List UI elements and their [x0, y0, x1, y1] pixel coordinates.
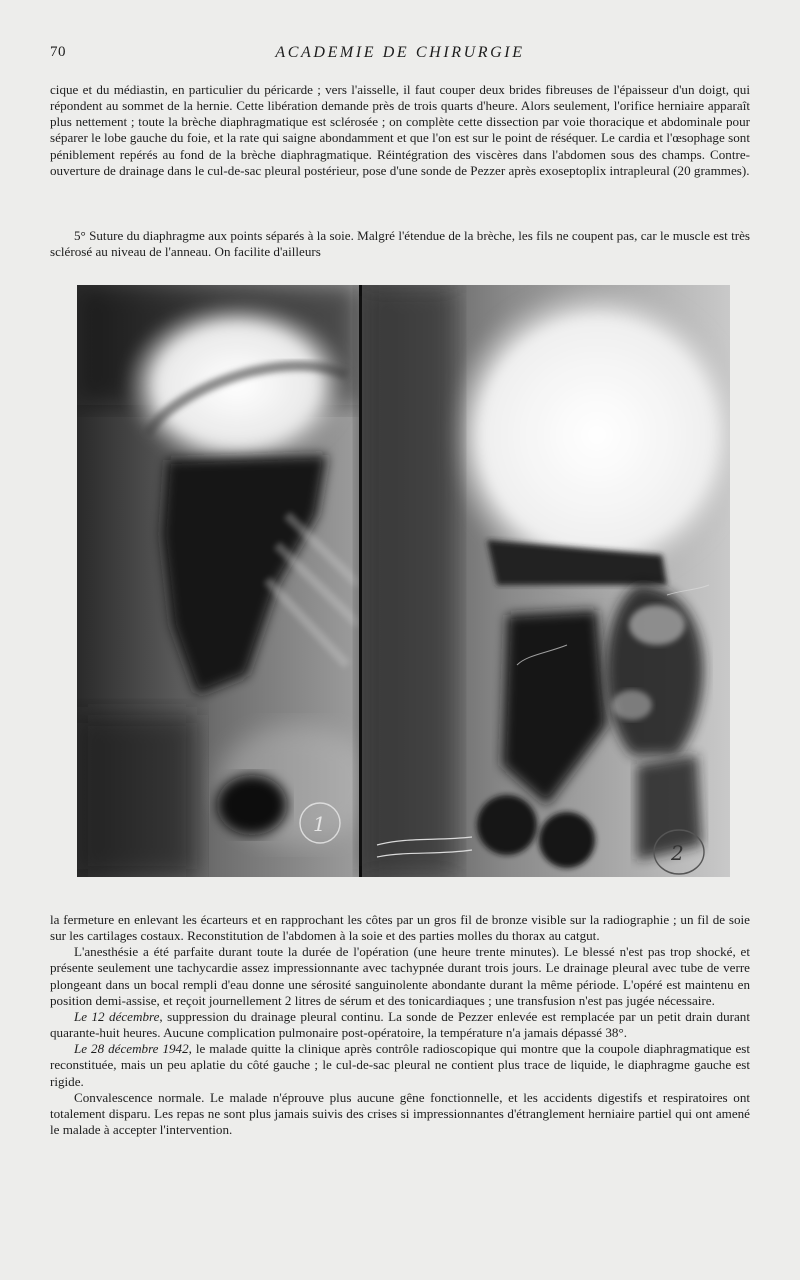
- anesthesia-paragraph: [50, 944, 750, 1009]
- december-12-paragraph: [50, 1009, 750, 1041]
- december-28-paragraph: [50, 1041, 750, 1089]
- radiograph-label-2: 2: [671, 841, 684, 865]
- bottom-text: [50, 912, 750, 1138]
- date-12-december: Le 12 décembre: [74, 1008, 160, 1024]
- page-number: 70: [50, 44, 66, 60]
- radiograph-figure: [77, 285, 730, 877]
- item-5-paragraph: [50, 228, 750, 260]
- radiograph-label-1: 1: [313, 812, 326, 836]
- item-5-text: 5° Suture du diaphragme aux points séparés à la soie. Malgré l'étendue de la brèche, les fils ne coupent pas, car le muscle est très sclérosé au niveau de l'anneau. On facilite d'ailleurs: [50, 228, 750, 260]
- closure-paragraph: la fermeture en enlevant les écarteurs et en rapprochant les côtes par un gros fil de bronze visible sur la radiographie ; un fil de soie sur les cartilages costaux. Reconstitution de l'abdomen à la soie et des parties molles du thorax au catgut.: [50, 912, 750, 944]
- radiograph-right: [362, 285, 730, 877]
- date-28-december: Le 28 décembre 1942: [74, 1041, 189, 1057]
- convalescence-text: Convalescence normale. Le malade n'éprouve plus aucune gêne fonctionnelle, et les accidents digestifs et respiratoires ont totalement disparu. Les repas ne sont plus jamais suivis des crises si impressionnantes d'étranglement herniaire partiel qui ont amené le malade à accepter l'intervention.: [50, 1089, 750, 1138]
- december-12-text: , suppression du drainage pleural continu. La sonde de Pezzer enlevée est remplacée par un petit drain durant quarante-huit heures. Aucune complication pulmonaire post-opératoire, la température n'a jamais dépassé 38°.: [50, 1008, 750, 1041]
- radiograph-left: [77, 285, 377, 877]
- convalescence-paragraph: [50, 1090, 750, 1138]
- continuation-paragraph: cique et du médiastin, en particulier du péricarde ; vers l'aisselle, il faut couper deux brides fibreuses de l'épaisseur d'un doigt, qui répondent au sommet de la hernie. Cette libération demande près de trois quarts d'heure. Alors seulement, l'orifice herniaire apparaît plus nettement ; toute la brèche diaphragmatique est sclérosée ; on complète cette dissection par voie thoracique et abdominale pour séparer le lobe gauche du foie, et la rate qui saigne abondamment et que l'on est sur le point de réséquer. Le cardia et l'œsophage sont péniblement repérés au fond de la brèche diaphragmatique. Réintégration des viscères dans l'abdomen sous des champs. Contre-ouverture de drainage dans le cul-de-sac pleural postérieur, pose d'une sonde de Pezzer après exoseptoplix intrapleural (20 grammes).: [50, 82, 750, 178]
- running-head: ACADEMIE DE CHIRURGIE: [275, 44, 525, 61]
- figure-divider: [359, 285, 362, 877]
- anesthesia-text: L'anesthésie a été parfaite durant toute la durée de l'opération (une heure trente minutes). Le blessé n'est pas trop shocké, et présente seulement une tachycardie assez impressionnante avec tachypnée durant trois jours. Le drainage pleural avec tube de verre plongeant dans un bocal rempli d'eau donne une sérosité sanguinolente abondante durant la même période. L'opéré est maintenu en position demi-assise, et reçoit journellement 2 litres de sérum et des tonicardiaques ; une transfusion n'est pas jugée nécessaire.: [50, 944, 750, 1008]
- december-28-text: , le malade quitte la clinique après contrôle radioscopique qui montre que la coupole diaphragmatique est reconstituée, mais un peu aplatie du côté gauche ; le cul-de-sac pleural ne contient plus trace de liquide, le diaphragme gauche est rigide.: [50, 1041, 750, 1089]
